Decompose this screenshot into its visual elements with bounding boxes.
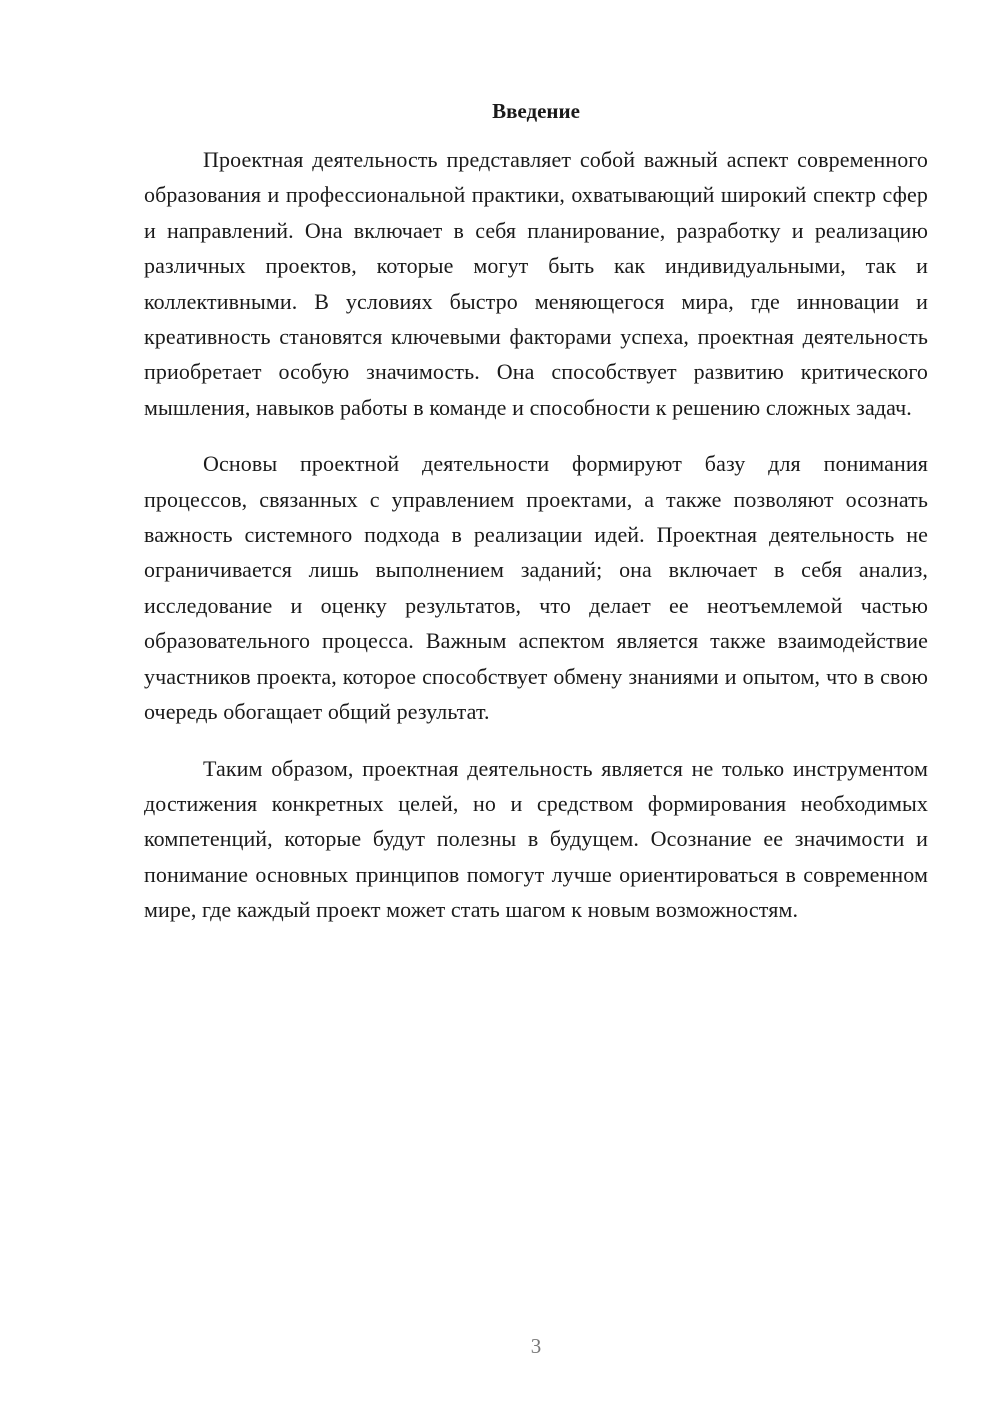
paragraph-1: Проектная деятельность представляет собой важный аспект современного образования и профессиональной практики, охватывающий широкий спектр сфер и направлений. Она включает в себя планирование, разработку и реализацию различных проектов, которые могут быть как индивидуальными, так и коллективными. В условиях быстро меняющегося мира, где инновации и креативность становятся ключевыми факторами успеха, проектная деятельность приобретает особую значимость. Она способствует развитию критического мышления, навыков работы в команде и способности к решению сложных задач. [144, 147, 928, 420]
page-number: 3 [530, 1334, 542, 1358]
section-heading: Введение [492, 99, 580, 123]
paragraph-3: Таким образом, проектная деятельность является не только инструментом достижения конкретных целей, но и средством формирования необходимых компетенций, которые будут полезны в будущем. Осознание ее значимости и понимание основных принципов помогут лучше ориентироваться в современном мире, где каждый проект может стать шагом к новым возможностям. [144, 755, 928, 923]
body-text [144, 142, 928, 928]
paragraph-2: Основы проектной деятельности формируют базу для понимания процессов, связанных с управлением проектами, а также позволяют осознать важность системного подхода в реализации идей. Проектная деятельность не ограничивается лишь выполнением заданий; она включает в себя анализ, исследование и оценку результатов, что делает ее неотъемлемой частью образовательного процесса. Важным аспектом является также взаимодействие участников проекта, которое способствует обмену знаниями и опытом, что в свою очередь обогащает общий результат. [144, 451, 928, 725]
